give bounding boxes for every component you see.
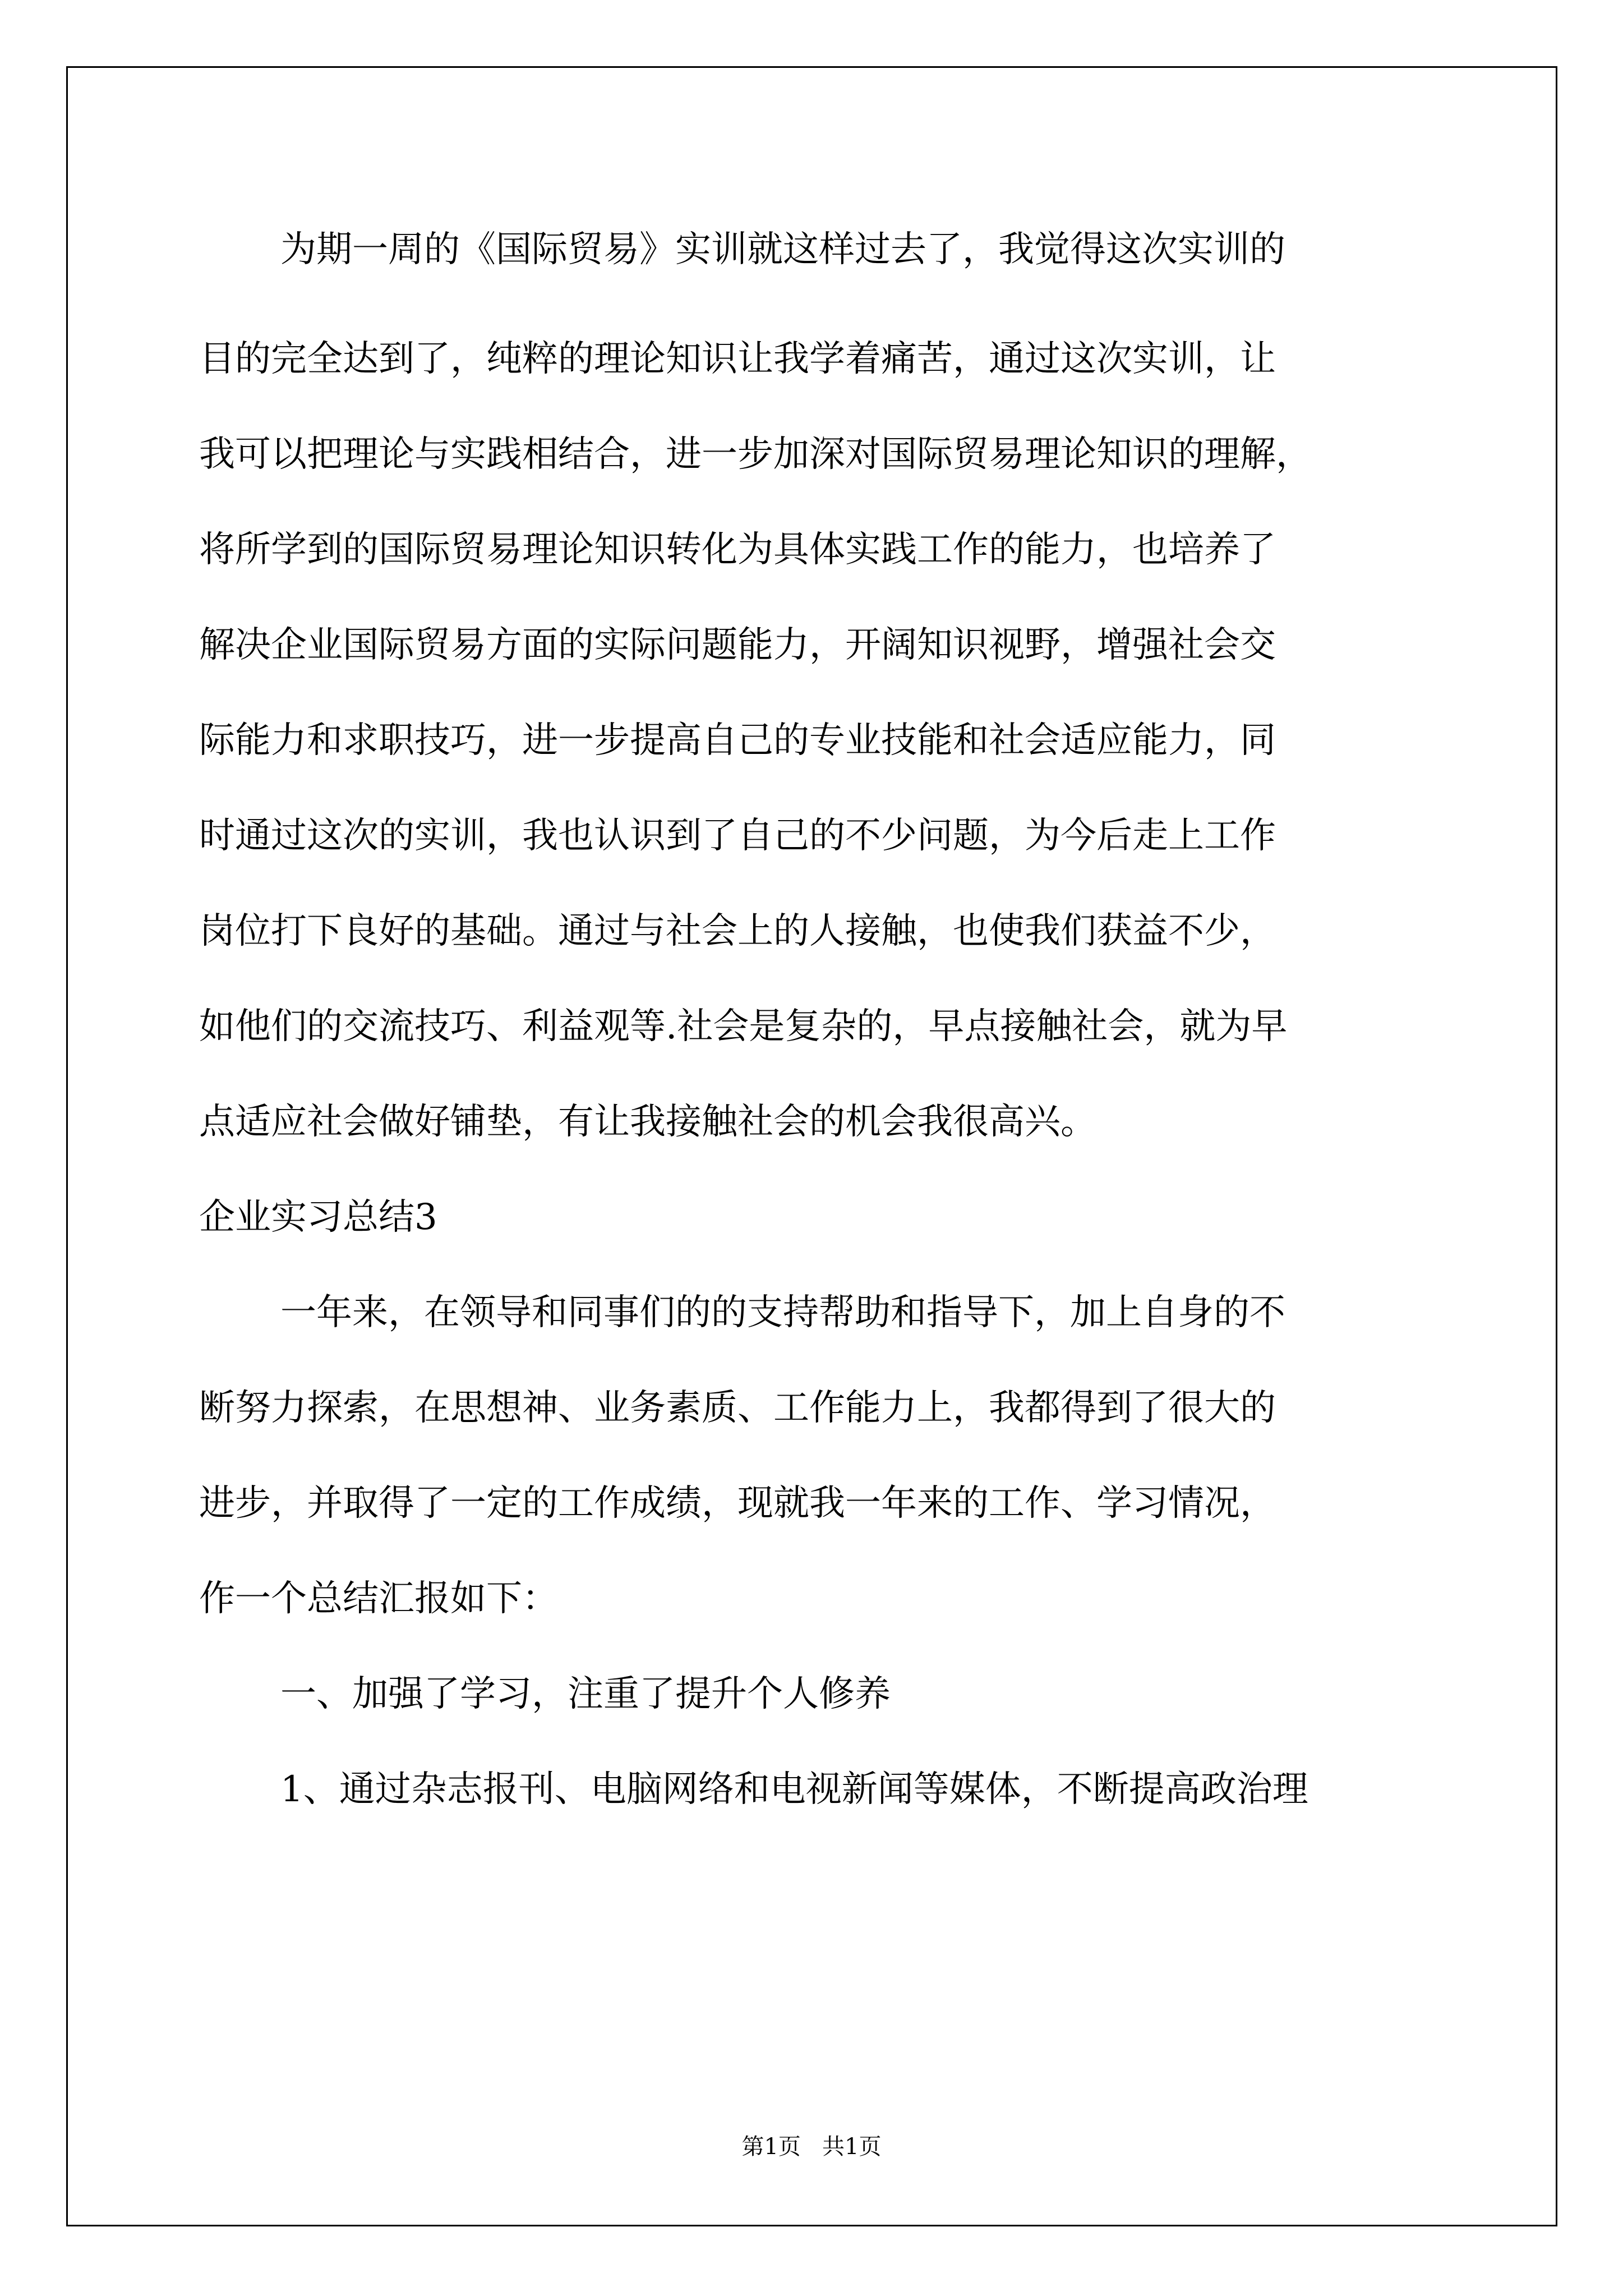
paragraph-line: 解决企业国际贸易方面的实际问题能力，开阔知识视野，增强社会交: [199, 624, 1276, 666]
paragraph-line: 际能力和求职技巧，进一步提高自己的专业技能和社会适应能力，同: [199, 720, 1276, 761]
paragraph-line: 时通过这次的实训，我也认识到了自己的不少问题，为今后走上工作: [199, 815, 1276, 857]
paragraph-line: 岗位打下良好的基础。通过与社会上的人接触，也使我们获益不少，: [199, 910, 1276, 952]
page-footer: 第1页 共1页: [741, 2134, 882, 2160]
paragraph-line: 进步，并取得了一定的工作成绩，现就我一年来的工作、学习情况，: [199, 1483, 1276, 1524]
paragraph-line: 1、通过杂志报刊、电脑网络和电视新闻等媒体，不断提高政治理: [280, 1769, 1308, 1810]
section-heading: 企业实习总结3: [199, 1197, 437, 1238]
paragraph-line: 一年来，在领导和同事们的的支持帮助和指导下，加上自身的不: [280, 1292, 1285, 1333]
page-border: [66, 66, 1557, 2226]
paragraph-line: 断努力探索，在思想神、业务素质、工作能力上，我都得到了很大的: [199, 1387, 1276, 1429]
paragraph-line: 目的完全达到了，纯粹的理论知识让我学着痛苦，通过这次实训，让: [199, 338, 1276, 380]
paragraph-line: 将所学到的国际贸易理论知识转化为具体实践工作的能力，也培养了: [199, 529, 1276, 570]
paragraph-line: 为期一周的《国际贸易》实训就这样过去了，我觉得这次实训的: [280, 229, 1285, 270]
paragraph-line: 作一个总结汇报如下：: [199, 1578, 558, 1619]
subheading-line: 一、加强了学习，注重了提升个人修养: [280, 1673, 891, 1715]
paragraph-line: 点适应社会做好铺垫，有让我接触社会的机会我很高兴。: [199, 1101, 1096, 1143]
paragraph-line: 如他们的交流技巧、利益观等.社会是复杂的，早点接触社会，就为早: [199, 1006, 1288, 1047]
paragraph-line: 我可以把理论与实践相结合，进一步加深对国际贸易理论知识的理解，: [199, 434, 1312, 475]
